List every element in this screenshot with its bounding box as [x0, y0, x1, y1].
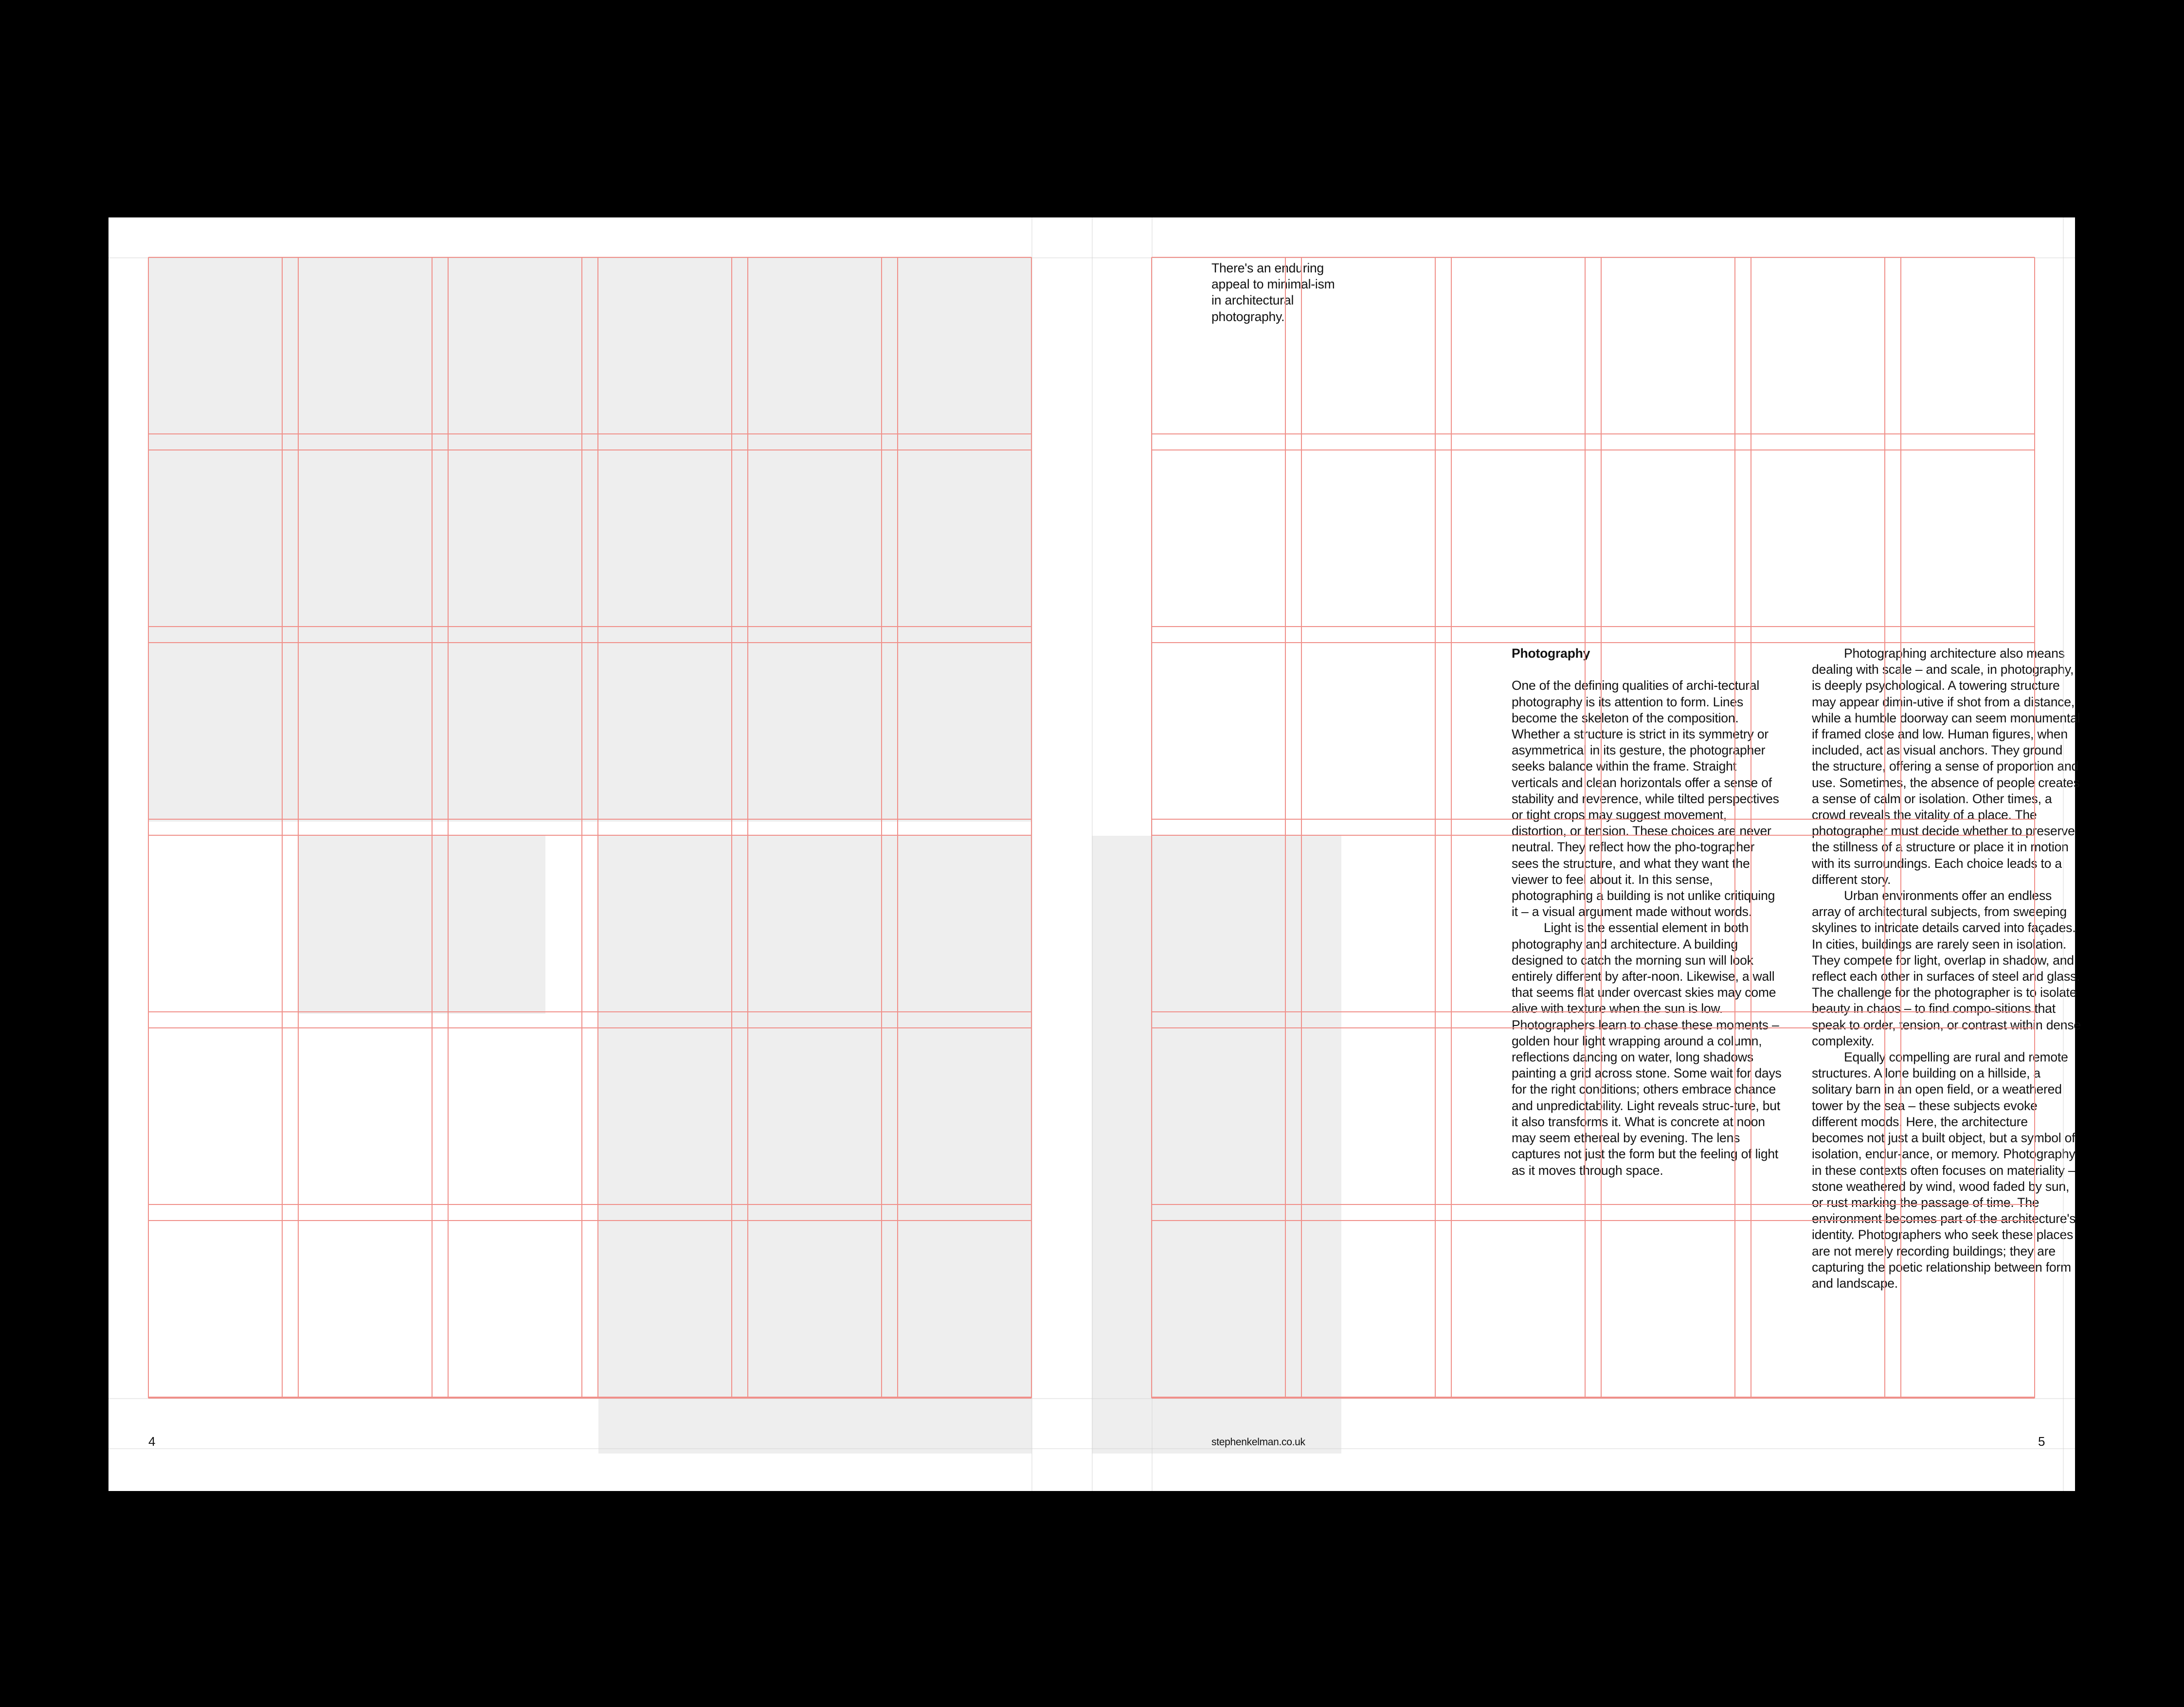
page-number-right: 5 — [2038, 1434, 2045, 1449]
article-column-two — [1812, 646, 2082, 1292]
page-number-left: 4 — [148, 1434, 156, 1449]
magazine-spread — [108, 217, 2081, 1491]
guide-line — [1092, 217, 1093, 1491]
footer-url: stephenkelman.co.uk — [1211, 1437, 1305, 1448]
paragraph: Equally compelling are rural and remote structures. A lone building on a hillside, a solitary barn in an open field, or a weathered tower by the sea – these subjects evoke different moods. Here, the architecture becomes not just a built object, but a symbol of isolation, endur-ance, or memory. Photography in these contexts often focuses on materiality – stone weathered by wind, wood faded by sun, or rust marking the passage of time. The environment becomes part of the architecture's identity. Photographers who seek these places are not merely recording buildings; they are capturing the poetic relationship between form and landscape. — [1812, 1050, 2076, 1291]
article-heading: Photography — [1512, 646, 1590, 661]
left-page — [108, 217, 1092, 1491]
paragraph: Urban environments offer an endless array of architectural subjects, from sweeping skylines to intricate details carved into façades. In cities, buildings are rarely seen in isolation. They compete for light, overlap in shadow, and reflect each other in surfaces of steel and glass. The challenge for the photographer is to isolate beauty in chaos – to find compo-sitions that speak to order, tension, or contrast within dense complexity. — [1812, 888, 2081, 1048]
intro-text — [1211, 260, 1343, 325]
article-column-one — [1512, 646, 1782, 1179]
intro-paragraph: There's an enduring appeal to minimal-ism in architectural photography. — [1211, 261, 1335, 324]
guide-line — [1152, 217, 1153, 1491]
guide-line — [2063, 217, 2064, 1491]
image-placeholder-middle — [298, 836, 545, 1014]
right-page — [1092, 217, 2081, 1491]
paragraph: Light is the essential element in both photography and architecture. A building designed to catch the morning sun will look entirely different by after-noon. Likewise, a wall that seems flat under overcast skies may come alive with texture when the sun is low. Photographers learn to chase these moments – golden hour light wrapping around a column, reflections dancing on water, long shadows painting a grid across stone. Some wait for days for the right conditions; others embrace chance and unpredictability. Light reveals struc-ture, but it also transforms it. What is concrete at noon may seem ethereal by evening. The lens captures not just the form but the feeling of light as it moves through space. — [1512, 920, 1782, 1178]
paragraph: Photographing architecture also means dealing with scale – and scale, in photography, is deeply psychological. A towering structure may appear dimin-utive if shot from a distance, while a humble doorway can seem monumental if framed close and low. Human figures, when included, act as visual anchors. They ground the structure, offering a sense of proportion and use. Sometimes, the absence of people creates a sense of calm or isolation. Other times, a crowd reveals the vitality of a place. The photographer must decide whether to preserve the stillness of a structure or place it in motion with its surroundings. Each choice leads to a different story. — [1812, 646, 2080, 887]
paragraph: One of the defining qualities of archi-tectural photography is its attention to form. Lines become the skeleton of the composition. Whether a structure is strict in its symmetry or asymmetrical in its gesture, the photographer seeks balance within the frame. Straight verticals and clean horizontals offer a sense of stability and reverence, while tilted perspectives or tight crops may suggest movement, distortion, or tension. These choices are never neutral. They reflect how the pho-tographer sees the structure, and what they want the viewer to feel about it. In this sense, photographing a building is not unlike critiquing it – a visual argument made without words. — [1512, 678, 1779, 919]
spacer-line — [1512, 662, 1782, 678]
guide-line — [1031, 217, 1032, 1491]
image-placeholder-gutter — [1092, 836, 1341, 1454]
image-placeholder-top — [148, 257, 1032, 822]
image-placeholder-right — [598, 836, 1032, 1454]
